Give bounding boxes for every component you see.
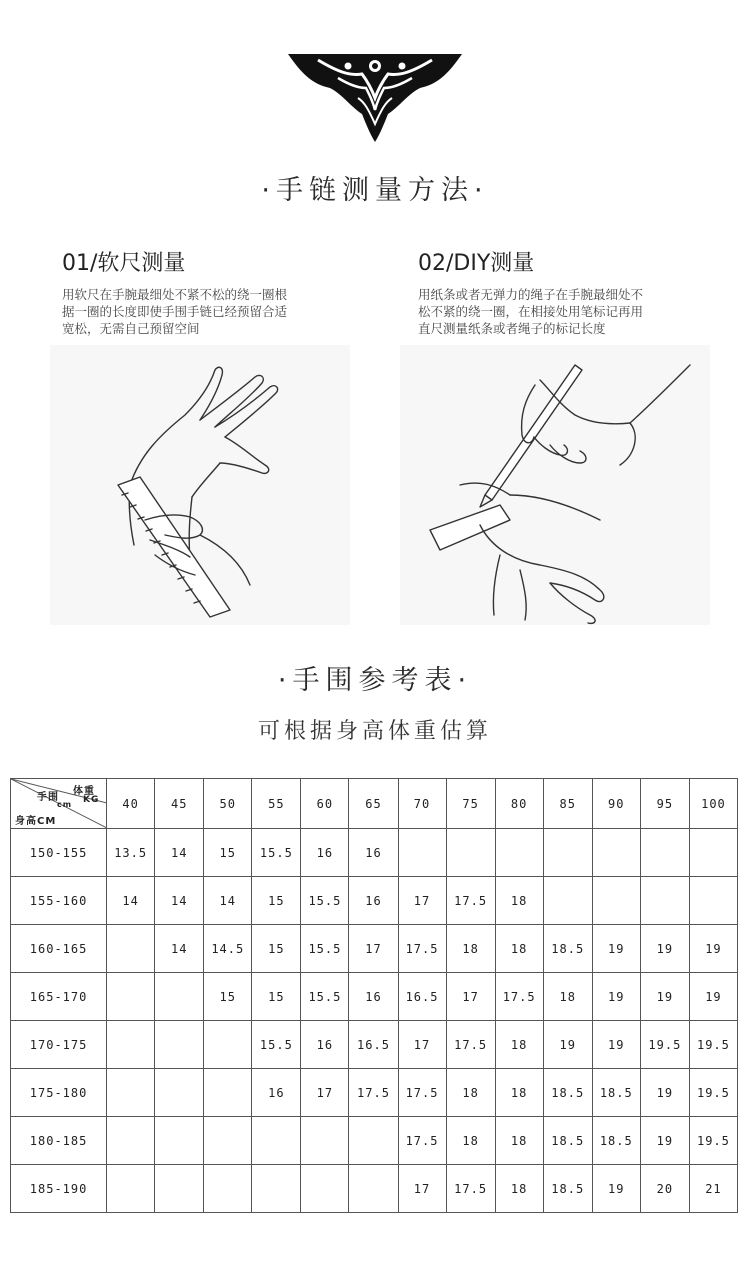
wrist-size-cell: 18.5 xyxy=(543,1117,592,1165)
height-range-cell: 185-190 xyxy=(11,1165,107,1213)
wrist-size-cell: 18 xyxy=(446,1117,495,1165)
wrist-size-cell xyxy=(155,1069,204,1117)
wrist-size-cell: 16.5 xyxy=(398,973,446,1021)
wrist-size-cell xyxy=(398,829,446,877)
wrist-size-cell xyxy=(592,829,640,877)
wrist-size-cell: 19 xyxy=(592,925,640,973)
wrist-size-cell: 19 xyxy=(640,973,689,1021)
wrist-size-cell: 19.5 xyxy=(689,1117,737,1165)
method1-desc-line: 用软尺在手腕最细处不紧不松的绕一圈根 xyxy=(62,287,288,302)
wrist-size-cell: 19.5 xyxy=(640,1021,689,1069)
wrist-size-cell xyxy=(204,1165,252,1213)
height-range-cell: 180-185 xyxy=(11,1117,107,1165)
wrist-size-cell: 18.5 xyxy=(543,1069,592,1117)
ornament-emblem xyxy=(288,54,462,142)
wrist-label: 手围 xyxy=(37,792,59,803)
height-label: 身高CM xyxy=(15,816,57,827)
method1-desc-line: 宽松，无需自己预留空间 xyxy=(62,321,200,336)
wrist-size-cell: 16 xyxy=(301,1021,349,1069)
wrist-size-cell xyxy=(446,829,495,877)
wrist-size-table xyxy=(10,778,738,1213)
wrist-size-cell: 17.5 xyxy=(446,1021,495,1069)
wrist-size-cell: 18 xyxy=(446,1069,495,1117)
method2-desc-line: 松不紧的绕一圈，在相接处用笔标记再用 xyxy=(418,304,644,319)
wrist-size-cell: 15 xyxy=(252,925,301,973)
wrist-size-cell: 17 xyxy=(349,925,398,973)
wrist-size-cell xyxy=(640,877,689,925)
table-row xyxy=(11,877,738,925)
wrist-size-cell xyxy=(107,925,155,973)
table-corner-cell xyxy=(11,779,107,829)
wrist-size-cell: 19 xyxy=(592,1165,640,1213)
table-row xyxy=(11,1165,738,1213)
height-range-cell: 175-180 xyxy=(11,1069,107,1117)
method-section-title: ·手链测量方法· xyxy=(261,175,489,206)
wrist-size-cell: 14.5 xyxy=(204,925,252,973)
wrist-size-cell: 19 xyxy=(592,973,640,1021)
wrist-size-cell: 17.5 xyxy=(446,1165,495,1213)
wrist-size-cell: 18 xyxy=(495,1117,543,1165)
wrist-size-cell: 17.5 xyxy=(495,973,543,1021)
wrist-size-cell xyxy=(155,1165,204,1213)
wrist-size-cell xyxy=(155,1021,204,1069)
height-range-cell: 155-160 xyxy=(11,877,107,925)
wrist-size-cell xyxy=(204,1117,252,1165)
method2-desc-line: 直尺测量纸条或者绳子的标记长度 xyxy=(418,321,606,336)
wrist-size-cell: 15 xyxy=(204,973,252,1021)
height-range-cell: 170-175 xyxy=(11,1021,107,1069)
wrist-size-cell: 18 xyxy=(543,973,592,1021)
wrist-size-cell: 19 xyxy=(640,1069,689,1117)
wrist-size-cell: 19 xyxy=(689,925,737,973)
wrist-size-cell: 15 xyxy=(204,829,252,877)
wrist-size-cell xyxy=(495,829,543,877)
wrist-size-cell: 16 xyxy=(301,829,349,877)
wrist-size-cell: 17.5 xyxy=(398,925,446,973)
wrist-size-cell xyxy=(592,877,640,925)
wrist-unit: cm xyxy=(57,800,73,809)
height-range-cell: 165-170 xyxy=(11,973,107,1021)
wrist-size-cell: 14 xyxy=(107,877,155,925)
wrist-size-cell: 18 xyxy=(495,1069,543,1117)
wrist-size-cell: 16 xyxy=(349,877,398,925)
wrist-size-cell xyxy=(689,877,737,925)
wrist-size-cell: 19 xyxy=(689,973,737,1021)
wrist-size-cell xyxy=(107,1117,155,1165)
weight-label: 体重 xyxy=(73,786,95,797)
wrist-size-cell: 14 xyxy=(155,829,204,877)
wrist-size-cell xyxy=(349,1117,398,1165)
table-row xyxy=(11,973,738,1021)
weight-header-cell: 85 xyxy=(543,779,592,829)
wrist-size-cell xyxy=(252,1117,301,1165)
wrist-size-cell: 14 xyxy=(155,877,204,925)
height-range-cell: 160-165 xyxy=(11,925,107,973)
wrist-size-cell: 18.5 xyxy=(543,925,592,973)
wrist-size-cell: 16 xyxy=(252,1069,301,1117)
wrist-size-cell: 15.5 xyxy=(252,1021,301,1069)
method1-title: 01/软尺测量 xyxy=(62,251,186,276)
wrist-size-cell: 17 xyxy=(398,1165,446,1213)
wrist-size-cell: 15 xyxy=(252,973,301,1021)
wrist-size-cell: 16 xyxy=(349,973,398,1021)
wrist-size-cell: 17 xyxy=(398,1021,446,1069)
weight-header-cell: 70 xyxy=(398,779,446,829)
wrist-size-cell xyxy=(689,829,737,877)
method2-title: 02/DIY测量 xyxy=(418,251,535,276)
table-row xyxy=(11,1069,738,1117)
wrist-size-cell: 17.5 xyxy=(349,1069,398,1117)
wrist-size-cell xyxy=(543,829,592,877)
weight-header-cell: 100 xyxy=(689,779,737,829)
wrist-size-cell: 19.5 xyxy=(689,1021,737,1069)
wrist-size-cell: 15.5 xyxy=(301,877,349,925)
table-row xyxy=(11,925,738,973)
wrist-size-cell: 17 xyxy=(301,1069,349,1117)
wrist-size-cell xyxy=(155,973,204,1021)
wrist-size-cell: 19 xyxy=(640,1117,689,1165)
weight-header-cell: 50 xyxy=(204,779,252,829)
table-section-title: ·手围参考表· xyxy=(277,665,473,696)
wrist-size-cell xyxy=(640,829,689,877)
wrist-size-cell xyxy=(107,973,155,1021)
wrist-size-cell xyxy=(301,1117,349,1165)
weight-unit: KG xyxy=(83,795,100,805)
weight-header-cell: 95 xyxy=(640,779,689,829)
tape-measure-illustration xyxy=(50,345,350,625)
table-row xyxy=(11,829,738,877)
method2-desc-line: 用纸条或者无弹力的绳子在手腕最细处不 xyxy=(418,287,644,302)
wrist-size-cell: 19 xyxy=(543,1021,592,1069)
wrist-size-cell: 13.5 xyxy=(107,829,155,877)
paper-strip-illustration xyxy=(400,345,710,625)
wrist-size-cell: 17.5 xyxy=(446,877,495,925)
table-row xyxy=(11,1021,738,1069)
method2-description xyxy=(418,286,728,337)
method1-desc-line: 据一圈的长度即使手围手链已经预留合适 xyxy=(62,304,288,319)
wrist-size-cell: 19.5 xyxy=(689,1069,737,1117)
wrist-size-cell xyxy=(107,1165,155,1213)
wrist-size-cell: 17.5 xyxy=(398,1117,446,1165)
wrist-size-cell xyxy=(107,1021,155,1069)
wrist-size-cell xyxy=(204,1021,252,1069)
wrist-size-cell: 18.5 xyxy=(592,1117,640,1165)
weight-header-cell: 80 xyxy=(495,779,543,829)
wrist-size-cell: 15.5 xyxy=(252,829,301,877)
weight-header-cell: 75 xyxy=(446,779,495,829)
wrist-size-cell: 14 xyxy=(155,925,204,973)
wrist-size-cell: 16 xyxy=(349,829,398,877)
table-body xyxy=(11,829,738,1213)
wrist-size-cell: 17 xyxy=(398,877,446,925)
wrist-size-cell: 17 xyxy=(446,973,495,1021)
wrist-size-cell: 18 xyxy=(495,1165,543,1213)
wrist-size-cell: 15 xyxy=(252,877,301,925)
wrist-size-cell: 18 xyxy=(495,877,543,925)
wrist-size-cell: 15.5 xyxy=(301,925,349,973)
height-range-cell: 150-155 xyxy=(11,829,107,877)
wrist-size-cell xyxy=(543,877,592,925)
wrist-size-cell: 18.5 xyxy=(543,1165,592,1213)
wrist-size-cell xyxy=(155,1117,204,1165)
weight-header-cell: 60 xyxy=(301,779,349,829)
weight-header-cell: 40 xyxy=(107,779,155,829)
table-row xyxy=(11,1117,738,1165)
wrist-size-cell: 18.5 xyxy=(592,1069,640,1117)
wrist-size-cell xyxy=(349,1165,398,1213)
wrist-size-cell: 19 xyxy=(592,1021,640,1069)
method1-description xyxy=(62,286,372,337)
wrist-size-cell: 20 xyxy=(640,1165,689,1213)
weight-header-cell: 45 xyxy=(155,779,204,829)
wrist-size-cell xyxy=(204,1069,252,1117)
wrist-size-cell: 19 xyxy=(640,925,689,973)
weight-header-cell: 55 xyxy=(252,779,301,829)
weight-header-row xyxy=(11,779,738,829)
wrist-size-cell xyxy=(252,1165,301,1213)
wrist-size-cell: 18 xyxy=(446,925,495,973)
table-subtitle: 可根据身高体重估算 xyxy=(257,719,492,744)
wrist-size-cell: 21 xyxy=(689,1165,737,1213)
wrist-size-cell: 15.5 xyxy=(301,973,349,1021)
weight-header-cell: 65 xyxy=(349,779,398,829)
wrist-size-cell: 18 xyxy=(495,925,543,973)
weight-header-cell: 90 xyxy=(592,779,640,829)
wrist-size-cell: 14 xyxy=(204,877,252,925)
wrist-size-cell: 17.5 xyxy=(398,1069,446,1117)
wrist-size-cell xyxy=(107,1069,155,1117)
wrist-size-cell: 16.5 xyxy=(349,1021,398,1069)
wrist-size-cell xyxy=(301,1165,349,1213)
wrist-size-cell: 18 xyxy=(495,1021,543,1069)
